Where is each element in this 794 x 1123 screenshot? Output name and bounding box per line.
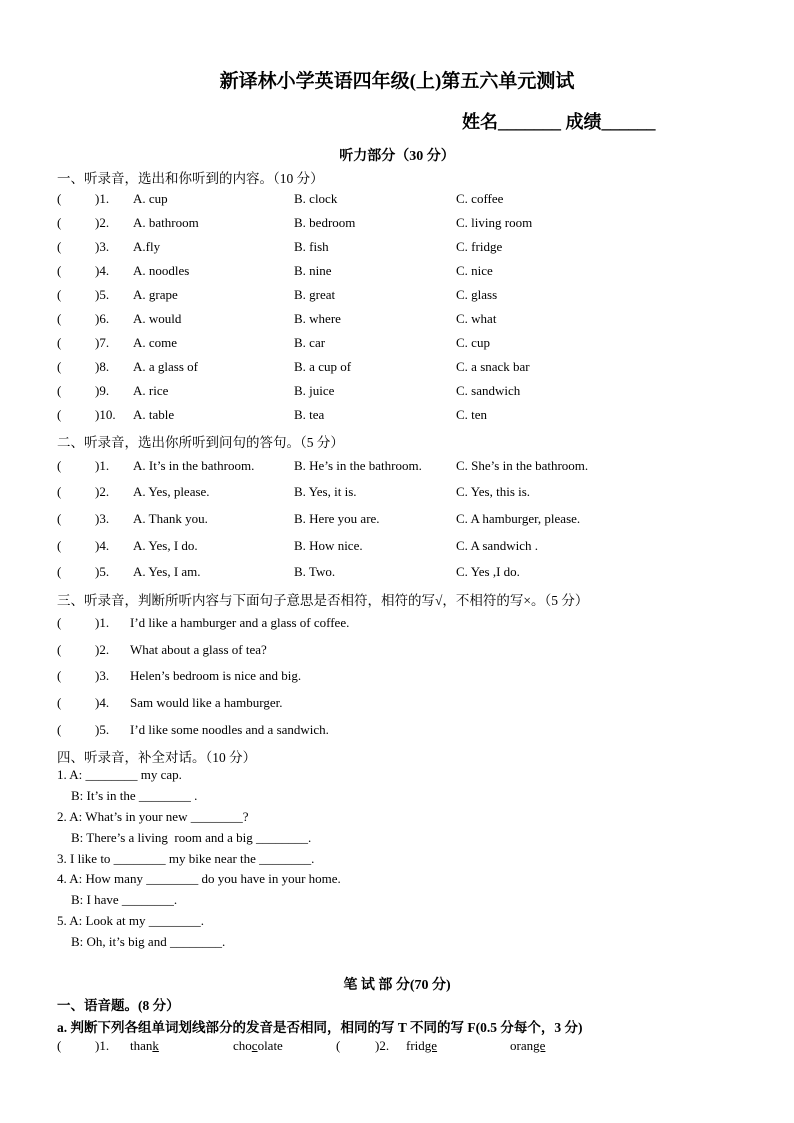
statement-row bbox=[57, 668, 747, 688]
option-c: C. nice bbox=[456, 263, 493, 278]
answer-paren: ( bbox=[57, 287, 62, 302]
answer-paren: ( bbox=[57, 615, 62, 630]
dialogue-line: 4. A: How many ________ do you have in your home. bbox=[57, 871, 341, 886]
question-row bbox=[57, 263, 747, 283]
question-number: )9. bbox=[95, 383, 110, 398]
option-b: B. Here you are. bbox=[294, 511, 380, 526]
option-a: A. cup bbox=[133, 191, 168, 206]
answer-paren: ( bbox=[57, 335, 62, 350]
question-number: )2. bbox=[95, 484, 110, 499]
option-b: B. fish bbox=[294, 239, 329, 254]
question-row bbox=[57, 335, 747, 355]
question-row bbox=[57, 564, 747, 584]
option-a: A. noodles bbox=[133, 263, 190, 278]
option-a: A. would bbox=[133, 311, 182, 326]
word-chocolate bbox=[233, 1038, 283, 1054]
item-number: )2. bbox=[375, 1038, 390, 1053]
dialogue-line: 1. A: ________ my cap. bbox=[57, 767, 182, 782]
question-row bbox=[57, 458, 747, 478]
word-part: oran bbox=[510, 1038, 534, 1053]
option-c: C. A hamburger, please. bbox=[456, 511, 581, 526]
item-number: )1. bbox=[95, 1038, 110, 1053]
answer-paren: ( bbox=[57, 407, 62, 422]
question-row bbox=[57, 359, 747, 379]
question-row bbox=[57, 484, 747, 504]
option-a: A. grape bbox=[133, 287, 178, 302]
option-b: B. car bbox=[294, 335, 326, 350]
underlined-letters: ge bbox=[424, 1038, 438, 1053]
listening-section-title: 听力部分（30 分） bbox=[339, 149, 455, 164]
statement-text: I’d like some noodles and a sandwich. bbox=[130, 722, 329, 737]
answer-paren: ( bbox=[57, 722, 62, 737]
question-row bbox=[57, 407, 747, 427]
question-number: )2. bbox=[95, 215, 110, 230]
underlined-letters: ge bbox=[533, 1038, 546, 1053]
answer-paren: ( bbox=[57, 484, 62, 499]
answer-paren: ( bbox=[57, 311, 62, 326]
answer-paren: ( bbox=[57, 668, 62, 683]
answer-paren: ( bbox=[57, 383, 62, 398]
statement-text: I’d like a hamburger and a glass of coffee. bbox=[130, 615, 350, 630]
statement-text: Sam would like a hamburger. bbox=[130, 695, 283, 710]
option-b: B. tea bbox=[294, 407, 325, 422]
answer-paren: ( bbox=[57, 359, 62, 374]
question-number: )5. bbox=[95, 287, 110, 302]
option-a: A. Yes, I am. bbox=[133, 564, 201, 579]
part3-heading: 三、听录音，判断所听内容与下面句子意思是否相符，相符的写√，不相符的写×。（5 分） bbox=[57, 593, 589, 608]
option-b: B. He’s in the bathroom. bbox=[294, 458, 422, 473]
option-b: B. clock bbox=[294, 191, 338, 206]
phonics-row bbox=[57, 1038, 747, 1058]
question-number: )5. bbox=[95, 564, 110, 579]
option-a: A. rice bbox=[133, 383, 169, 398]
question-number: )10. bbox=[95, 407, 116, 422]
option-b: B. nine bbox=[294, 263, 332, 278]
option-c: C. She’s in the bathroom. bbox=[456, 458, 589, 473]
option-c: C. a snack bar bbox=[456, 359, 530, 374]
word-part: cho bbox=[233, 1038, 252, 1053]
written-part1-heading: 一、语音题。(8 分） bbox=[57, 998, 180, 1013]
dialogue-line: B: There’s a living room and a big ________. bbox=[71, 830, 312, 845]
question-row bbox=[57, 287, 747, 307]
statement-number: )3. bbox=[95, 668, 110, 683]
word-part: olate bbox=[257, 1038, 283, 1053]
option-b: B. Yes, it is. bbox=[294, 484, 357, 499]
question-number: )4. bbox=[95, 538, 110, 553]
option-c: C. cup bbox=[456, 335, 490, 350]
word-part: frid bbox=[406, 1038, 425, 1053]
question-number: )3. bbox=[95, 239, 110, 254]
answer-paren: ( bbox=[57, 215, 62, 230]
question-number: )1. bbox=[95, 458, 110, 473]
part2-heading: 二、听录音，选出你所听到问句的答句。（5 分） bbox=[57, 435, 344, 450]
statement-row bbox=[57, 695, 747, 715]
option-c: C. living room bbox=[456, 215, 533, 230]
option-a: A. Yes, I do. bbox=[133, 538, 198, 553]
written-section-title: 笔 试 部 分(70 分) bbox=[343, 978, 451, 993]
underlined-letters: k bbox=[152, 1038, 159, 1053]
answer-paren: ( bbox=[336, 1038, 341, 1053]
option-c: C. coffee bbox=[456, 191, 504, 206]
question-row bbox=[57, 511, 747, 531]
dialogue-line: 5. A: Look at my ________. bbox=[57, 913, 204, 928]
question-number: )1. bbox=[95, 191, 110, 206]
option-a: A. a glass of bbox=[133, 359, 198, 374]
option-a: A. bathroom bbox=[133, 215, 199, 230]
dialogue-line: B: Oh, it’s big and ________. bbox=[71, 934, 226, 949]
option-b: B. juice bbox=[294, 383, 335, 398]
option-b: B. great bbox=[294, 287, 336, 302]
statement-row bbox=[57, 722, 747, 742]
option-a: A. It’s in the bathroom. bbox=[133, 458, 255, 473]
question-row bbox=[57, 191, 747, 211]
dialogue-line: B: I have ________. bbox=[71, 892, 178, 907]
statement-row bbox=[57, 642, 747, 662]
option-a: A. table bbox=[133, 407, 175, 422]
option-c: C. Yes ,I do. bbox=[456, 564, 520, 579]
statement-number: )5. bbox=[95, 722, 110, 737]
answer-paren: ( bbox=[57, 538, 62, 553]
question-number: )8. bbox=[95, 359, 110, 374]
question-number: )3. bbox=[95, 511, 110, 526]
phonics-a-heading: a. 判断下列各组单词划线部分的发音是否相同，相同的写 T 不同的写 F(0.5 分每个，3 分) bbox=[57, 1020, 583, 1035]
option-c: C. A sandwich . bbox=[456, 538, 538, 553]
option-a: A. Yes, please. bbox=[133, 484, 210, 499]
option-b: B. How nice. bbox=[294, 538, 363, 553]
question-row bbox=[57, 239, 747, 259]
statement-text: What about a glass of tea? bbox=[130, 642, 267, 657]
question-number: )4. bbox=[95, 263, 110, 278]
option-b: B. a cup of bbox=[294, 359, 352, 374]
part1-heading: 一、听录音，选出和你听到的内容。（10 分） bbox=[57, 171, 324, 186]
statement-number: )2. bbox=[95, 642, 110, 657]
option-a: A. Thank you. bbox=[133, 511, 208, 526]
answer-paren: ( bbox=[57, 239, 62, 254]
answer-paren: ( bbox=[57, 458, 62, 473]
word-fridge bbox=[406, 1038, 437, 1054]
question-row bbox=[57, 215, 747, 235]
option-c: C. fridge bbox=[456, 239, 503, 254]
option-a: A. come bbox=[133, 335, 178, 350]
dialogue-line: 3. I like to ________ my bike near the ________. bbox=[57, 851, 315, 866]
answer-paren: ( bbox=[57, 642, 62, 657]
question-row bbox=[57, 383, 747, 403]
option-c: C. Yes, this is. bbox=[456, 484, 531, 499]
dialogue-line: 2. A: What’s in your new ________? bbox=[57, 809, 249, 824]
question-number: )7. bbox=[95, 335, 110, 350]
name-score-line: 姓名_______ 成绩______ bbox=[462, 112, 656, 132]
word-orange bbox=[510, 1038, 545, 1054]
underlined-letters: c bbox=[251, 1038, 258, 1053]
option-b: B. where bbox=[294, 311, 341, 326]
statement-text: Helen’s bedroom is nice and big. bbox=[130, 668, 302, 683]
part4-heading: 四、听录音，补全对话。（10 分） bbox=[57, 750, 257, 765]
statement-row bbox=[57, 615, 747, 635]
option-c: C. ten bbox=[456, 407, 488, 422]
question-row bbox=[57, 311, 747, 331]
exam-title: 新译林小学英语四年级(上)第五六单元测试 bbox=[219, 71, 575, 92]
answer-paren: ( bbox=[57, 511, 62, 526]
word-thank bbox=[130, 1038, 159, 1054]
answer-paren: ( bbox=[57, 191, 62, 206]
option-c: C. glass bbox=[456, 287, 498, 302]
answer-paren: ( bbox=[57, 1038, 62, 1053]
option-c: C. sandwich bbox=[456, 383, 521, 398]
answer-paren: ( bbox=[57, 564, 62, 579]
option-b: B. Two. bbox=[294, 564, 336, 579]
word-part: than bbox=[130, 1038, 153, 1053]
statement-number: )1. bbox=[95, 615, 110, 630]
answer-paren: ( bbox=[57, 263, 62, 278]
option-c: C. what bbox=[456, 311, 497, 326]
option-b: B. bedroom bbox=[294, 215, 356, 230]
answer-paren: ( bbox=[57, 695, 62, 710]
question-row bbox=[57, 538, 747, 558]
question-number: )6. bbox=[95, 311, 110, 326]
statement-number: )4. bbox=[95, 695, 110, 710]
dialogue-line: B: It’s in the ________ . bbox=[71, 788, 198, 803]
option-a: A.fly bbox=[133, 239, 161, 254]
